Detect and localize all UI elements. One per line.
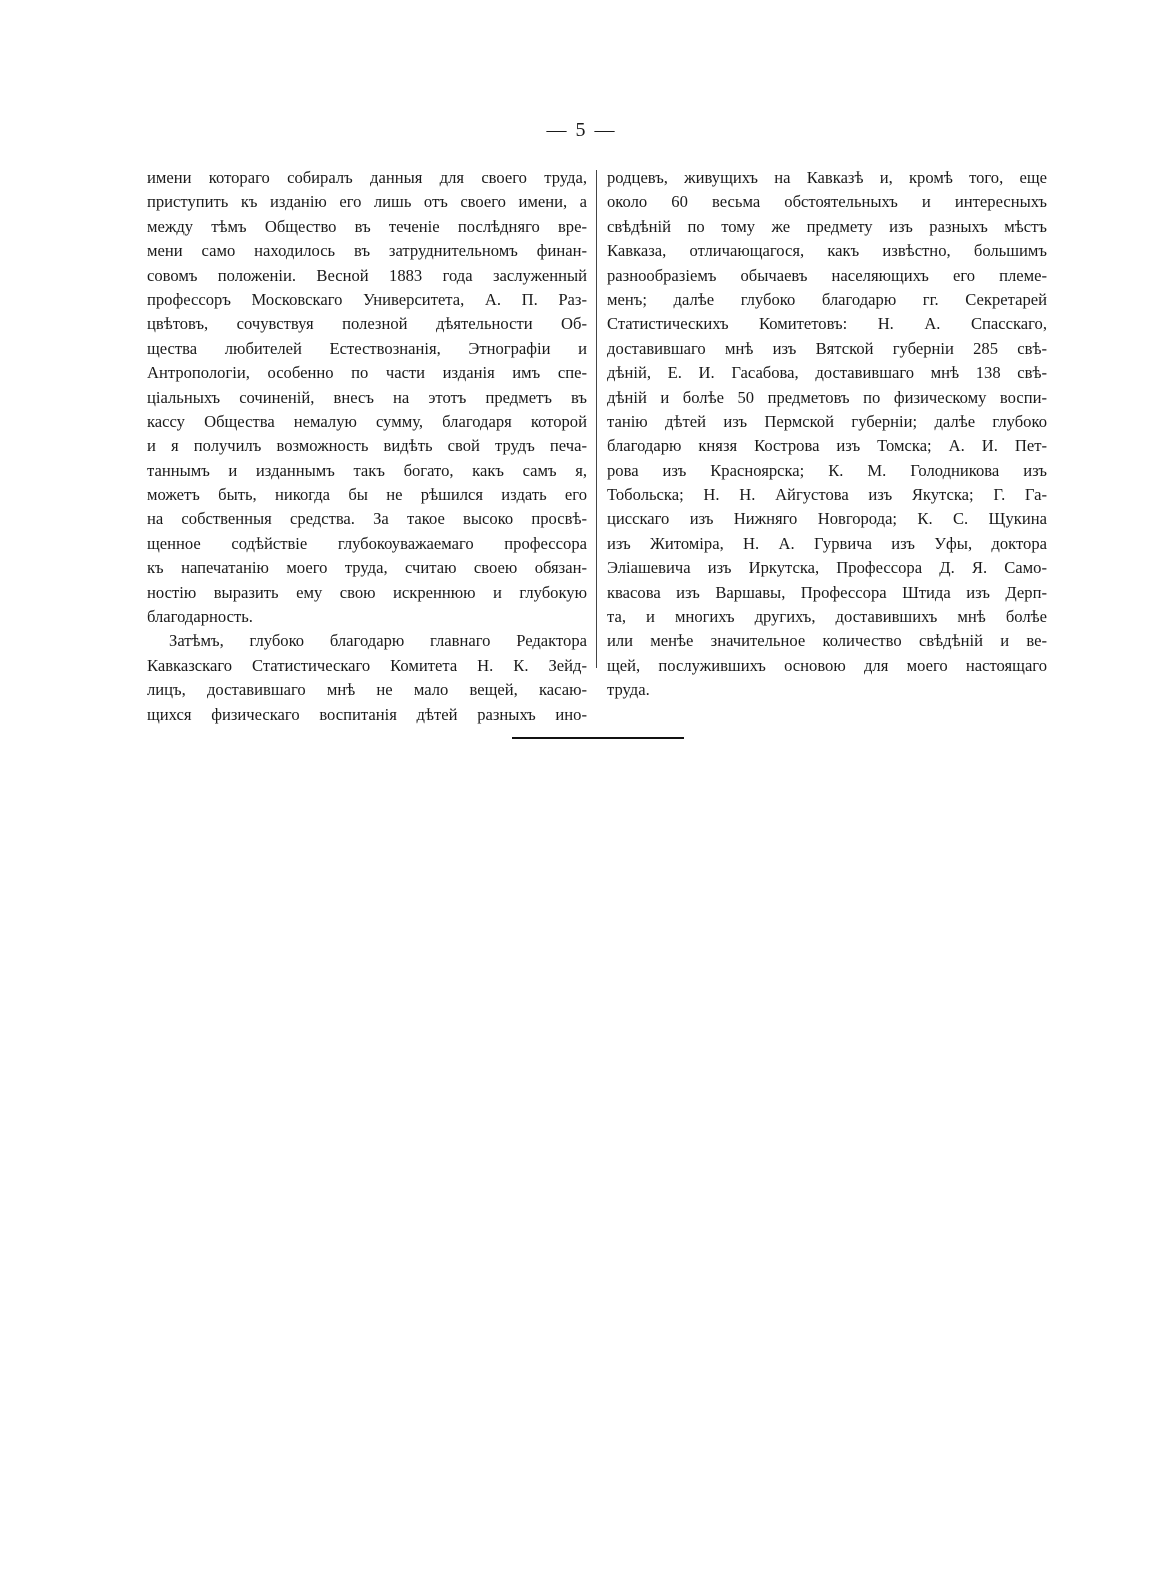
text-line: лицъ, доставившаго мнѣ не мало вещей, касаю- bbox=[147, 680, 587, 700]
text-line: труда. bbox=[607, 680, 650, 700]
text-line: щей, послужившихъ основою для моего настоящаго bbox=[607, 655, 1047, 675]
text-line: Затѣмъ, глубоко благодарю главнаго Редактора bbox=[169, 631, 587, 651]
text-line: дѣній, Е. И. Гасабова, доставившаго мнѣ 138 свѣ- bbox=[607, 363, 1047, 383]
text-line: между тѣмъ Общество въ теченіе послѣдняго вре- bbox=[147, 216, 587, 236]
text-line: щихся физическаго воспитанія дѣтей разныхъ ино- bbox=[147, 704, 587, 724]
text-line: на собственныя средства. За такое высоко просвѣ- bbox=[147, 509, 587, 529]
text-line: Антропологіи, особенно по части изданія имъ спе- bbox=[147, 363, 587, 383]
text-line: та, и многихъ другихъ, доставившихъ мнѣ болѣе bbox=[607, 607, 1047, 627]
text-line: свѣдѣній по тому же предмету изъ разныхъ мѣстъ bbox=[607, 216, 1047, 236]
text-line: ціальныхъ сочиненій, внесъ на этотъ предметъ въ bbox=[147, 387, 587, 407]
text-line: Кавказскаго Статистическаго Комитета Н. К. Зейд- bbox=[147, 655, 587, 675]
text-line: приступить къ изданію его лишь отъ своего имени, а bbox=[147, 192, 587, 212]
text-line: таннымъ и изданнымъ такъ богато, какъ самъ я, bbox=[147, 460, 587, 480]
text-line: Эліашевича изъ Иркутска, Профессора Д. Я. Само- bbox=[607, 558, 1047, 578]
text-line: кассу Общества немалую сумму, благодаря которой bbox=[147, 411, 587, 431]
text-line: Кавказа, отличающагося, какъ извѣстно, большимъ bbox=[607, 241, 1047, 261]
text-line: благодарность. bbox=[147, 607, 253, 627]
text-line: менъ; далѣе глубоко благодарю гг. Секретарей bbox=[607, 289, 1047, 309]
text-line: совомъ положеніи. Весной 1883 года заслуженный bbox=[147, 265, 587, 285]
text-line: около 60 весьма обстоятельныхъ и интересныхъ bbox=[607, 192, 1047, 212]
text-line: благодарю князя Кострова изъ Томска; А. И. Пет- bbox=[607, 436, 1047, 456]
text-line: Тобольска; Н. Н. Айгустова изъ Якутска; Г. Га- bbox=[607, 485, 1047, 505]
text-line: профессоръ Московскаго Университета, А. П. Раз- bbox=[147, 289, 587, 309]
left-column bbox=[147, 166, 587, 727]
text-line: рова изъ Красноярска; К. М. Голодникова изъ bbox=[607, 460, 1047, 480]
end-rule bbox=[512, 737, 684, 739]
text-line: можетъ быть, никогда бы не рѣшился издать его bbox=[147, 485, 587, 505]
text-line: щенное содѣйствіе глубокоуважаемаго профессора bbox=[147, 533, 587, 553]
text-line: и я получилъ возможность видѣть свой трудъ печа- bbox=[147, 436, 587, 456]
text-line: дѣній и болѣе 50 предметовъ по физическому воспи- bbox=[607, 387, 1047, 407]
text-line: имени котораго собиралъ данныя для своего труда, bbox=[147, 168, 587, 187]
text-line: щества любителей Естествознанія, Этнографіи и bbox=[147, 338, 587, 358]
text-line: разнообразіемъ обычаевъ населяющихъ его племе- bbox=[607, 265, 1047, 285]
text-line: танію дѣтей изъ Пермской губерніи; далѣе глубоко bbox=[607, 411, 1047, 431]
text-line: квасова изъ Варшавы, Профессора Штида изъ Дерп- bbox=[607, 582, 1047, 602]
text-line: мени само находилось въ затруднительномъ финан- bbox=[147, 241, 587, 261]
text-line: ностію выразить ему свою искреннюю и глубокую bbox=[147, 582, 587, 602]
text-line: Статистическихъ Комитетовъ: Н. А. Спасскаго, bbox=[607, 314, 1047, 334]
text-line: къ напечатанію моего труда, считаю своею обязан- bbox=[147, 558, 587, 578]
right-column bbox=[607, 166, 1047, 703]
text-line: или менѣе значительное количество свѣдѣній и ве- bbox=[607, 631, 1047, 651]
text-line: доставившаго мнѣ изъ Вятской губерніи 285 свѣ- bbox=[607, 338, 1047, 358]
text-line: изъ Житоміра, Н. А. Гурвича изъ Уфы, доктора bbox=[607, 533, 1047, 553]
text-line: родцевъ, живущихъ на Кавказѣ и, кромѣ того, еще bbox=[607, 168, 1047, 187]
page-number: — 5 — bbox=[546, 119, 617, 141]
text-line: цвѣтовъ, сочувствуя полезной дѣятельности Об- bbox=[147, 314, 587, 334]
column-divider bbox=[596, 170, 597, 668]
text-line: цисскаго изъ Нижняго Новгорода; К. С. Щукина bbox=[607, 509, 1047, 529]
